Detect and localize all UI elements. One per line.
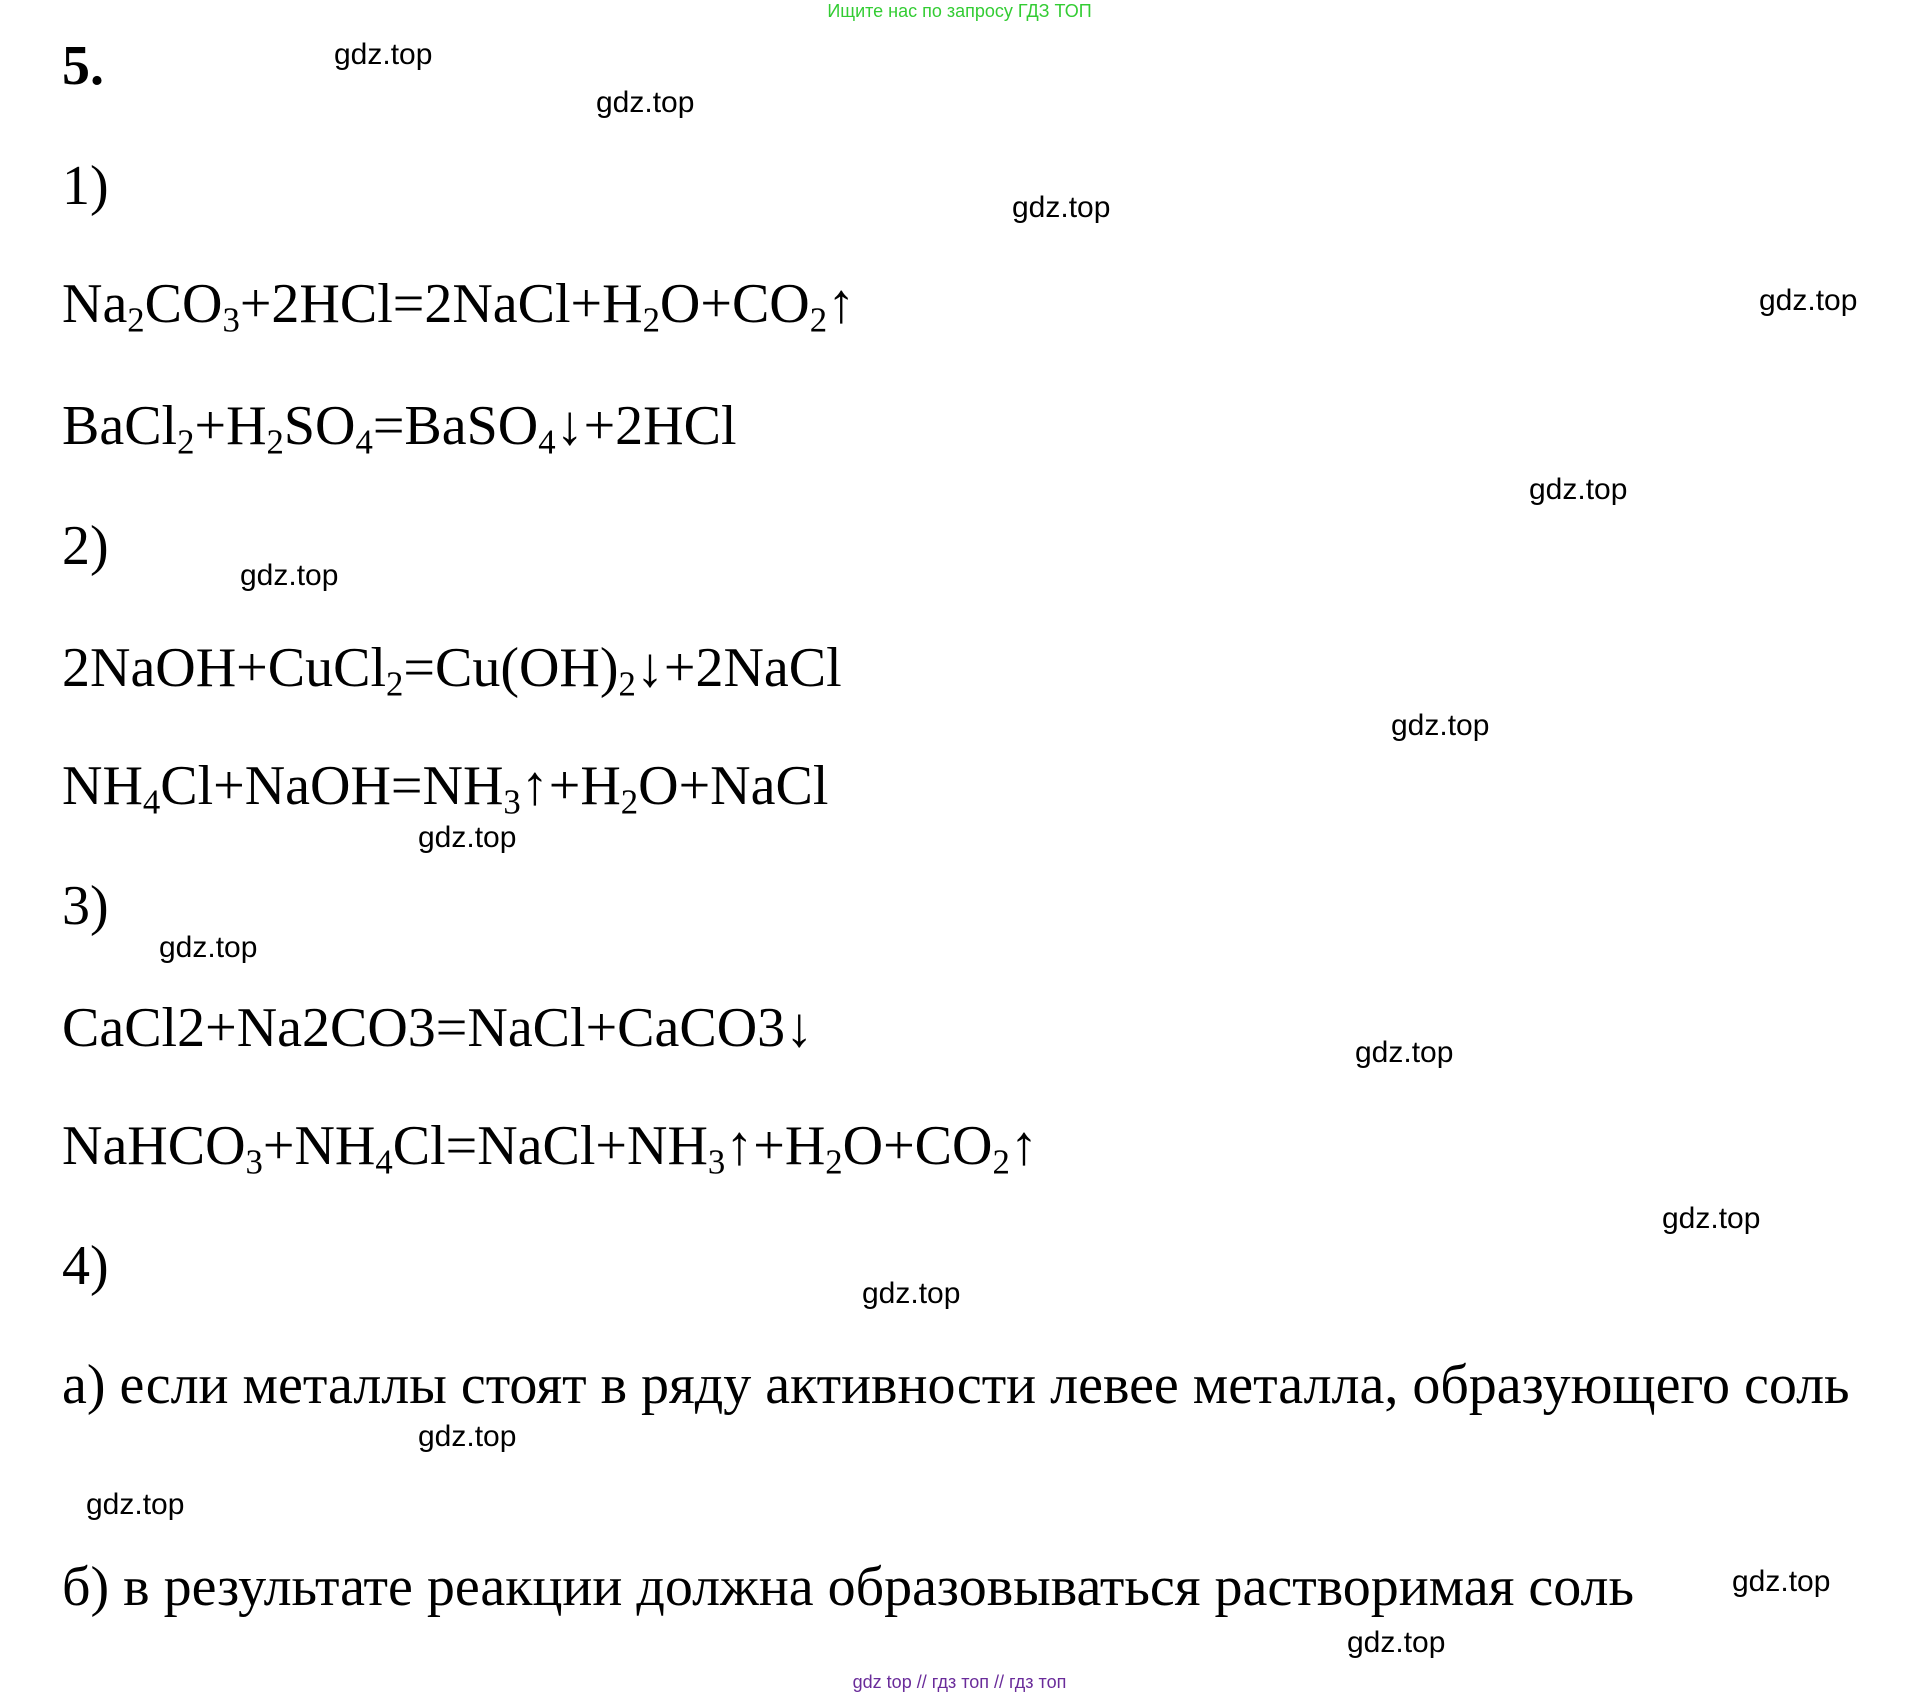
subscript: 2	[620, 782, 639, 822]
section-label-3: 3)	[62, 875, 109, 937]
watermark: gdz.top	[334, 38, 433, 71]
subscript: 3	[245, 1142, 263, 1182]
equation-3-1	[62, 997, 814, 1059]
formula-text: SO	[283, 395, 356, 457]
watermark: gdz.top	[1391, 709, 1490, 742]
formula-text: +NH	[262, 1115, 376, 1177]
paragraph-a: а) если металлы стоят в ряду активности левее металла, образующего соль	[62, 1354, 1850, 1416]
formula-text: +2HCl=2NaCl+H	[239, 273, 643, 335]
equation-2-1	[62, 637, 842, 704]
paragraph-b: б) в результате реакции должна образовываться растворимая соль	[62, 1556, 1634, 1618]
subscript: 4	[142, 782, 161, 822]
subscript: 2	[992, 1142, 1010, 1182]
section-label-4: 4)	[62, 1235, 109, 1297]
top-banner: Ищите нас по запросу ГДЗ ТОП	[827, 1, 1092, 21]
subscript: 3	[222, 300, 240, 340]
watermark: gdz.top	[1347, 1626, 1446, 1659]
watermark: gdz.top	[1759, 284, 1858, 317]
subscript: 3	[707, 1142, 726, 1182]
equation-3-2	[62, 1115, 1038, 1182]
formula-text: 2NaOH+CuCl	[62, 637, 387, 699]
formula-text: ↑+H	[520, 755, 621, 817]
formula-text: =Cu(OH)	[403, 637, 619, 699]
watermark: gdz.top	[596, 86, 695, 119]
section-label-1: 1)	[62, 155, 109, 217]
formula-text: CaCl2+Na2CO3=NaCl+CaCO3↓	[62, 997, 814, 1059]
watermark: gdz.top	[159, 931, 258, 964]
equation-1-1	[62, 273, 856, 340]
watermark: gdz.top	[1529, 473, 1628, 506]
watermark: gdz.top	[1662, 1202, 1761, 1235]
formula-text: ↑+H	[725, 1115, 826, 1177]
watermark: gdz.top	[1012, 191, 1111, 224]
subscript: 2	[825, 1142, 843, 1182]
formula-text: O+CO	[659, 273, 810, 335]
formula-text: =BaSO	[372, 395, 539, 457]
formula-text: Cl+NaOH=NH	[160, 755, 504, 817]
formula-text: O+NaCl	[638, 755, 829, 817]
section-label-2: 2)	[62, 515, 109, 577]
subscript: 2	[809, 300, 828, 340]
formula-text: ↓+2HCl	[555, 395, 737, 457]
subscript: 2	[386, 664, 404, 704]
subscript: 2	[266, 422, 284, 462]
watermark: gdz.top	[418, 1420, 517, 1453]
equation-1-2	[62, 395, 737, 462]
formula-text: NH	[62, 755, 143, 817]
watermark: gdz.top	[240, 559, 339, 592]
formula-text: BaCl	[62, 395, 178, 457]
subscript: 4	[355, 422, 373, 462]
formula-text: ↑	[1009, 1115, 1038, 1177]
watermark: gdz.top	[1732, 1565, 1831, 1598]
formula-text: +H	[194, 395, 267, 457]
subscript: 2	[177, 422, 195, 462]
formula-text: Na	[62, 273, 128, 335]
watermark: gdz.top	[862, 1277, 961, 1310]
subscript: 3	[503, 782, 521, 822]
subscript: 4	[375, 1142, 393, 1182]
formula-text: CO	[144, 273, 223, 335]
formula-text: O+CO	[842, 1115, 993, 1177]
formula-text: ↑	[827, 273, 856, 335]
formula-text: Cl=NaCl+NH	[392, 1115, 708, 1177]
watermark: gdz.top	[86, 1488, 185, 1521]
formula-text: NaHCO	[62, 1115, 246, 1177]
task-number: 5.	[62, 35, 104, 97]
formula-text: ↓+2NaCl	[635, 637, 842, 699]
subscript: 2	[618, 664, 636, 704]
subscript: 2	[127, 300, 145, 340]
watermark: gdz.top	[1355, 1036, 1454, 1069]
subscript: 4	[538, 422, 556, 462]
subscript: 2	[642, 300, 660, 340]
equation-2-2	[62, 755, 829, 822]
footer-links: gdz top // гдз топ // гдз топ	[852, 1672, 1067, 1692]
watermark: gdz.top	[418, 821, 517, 854]
